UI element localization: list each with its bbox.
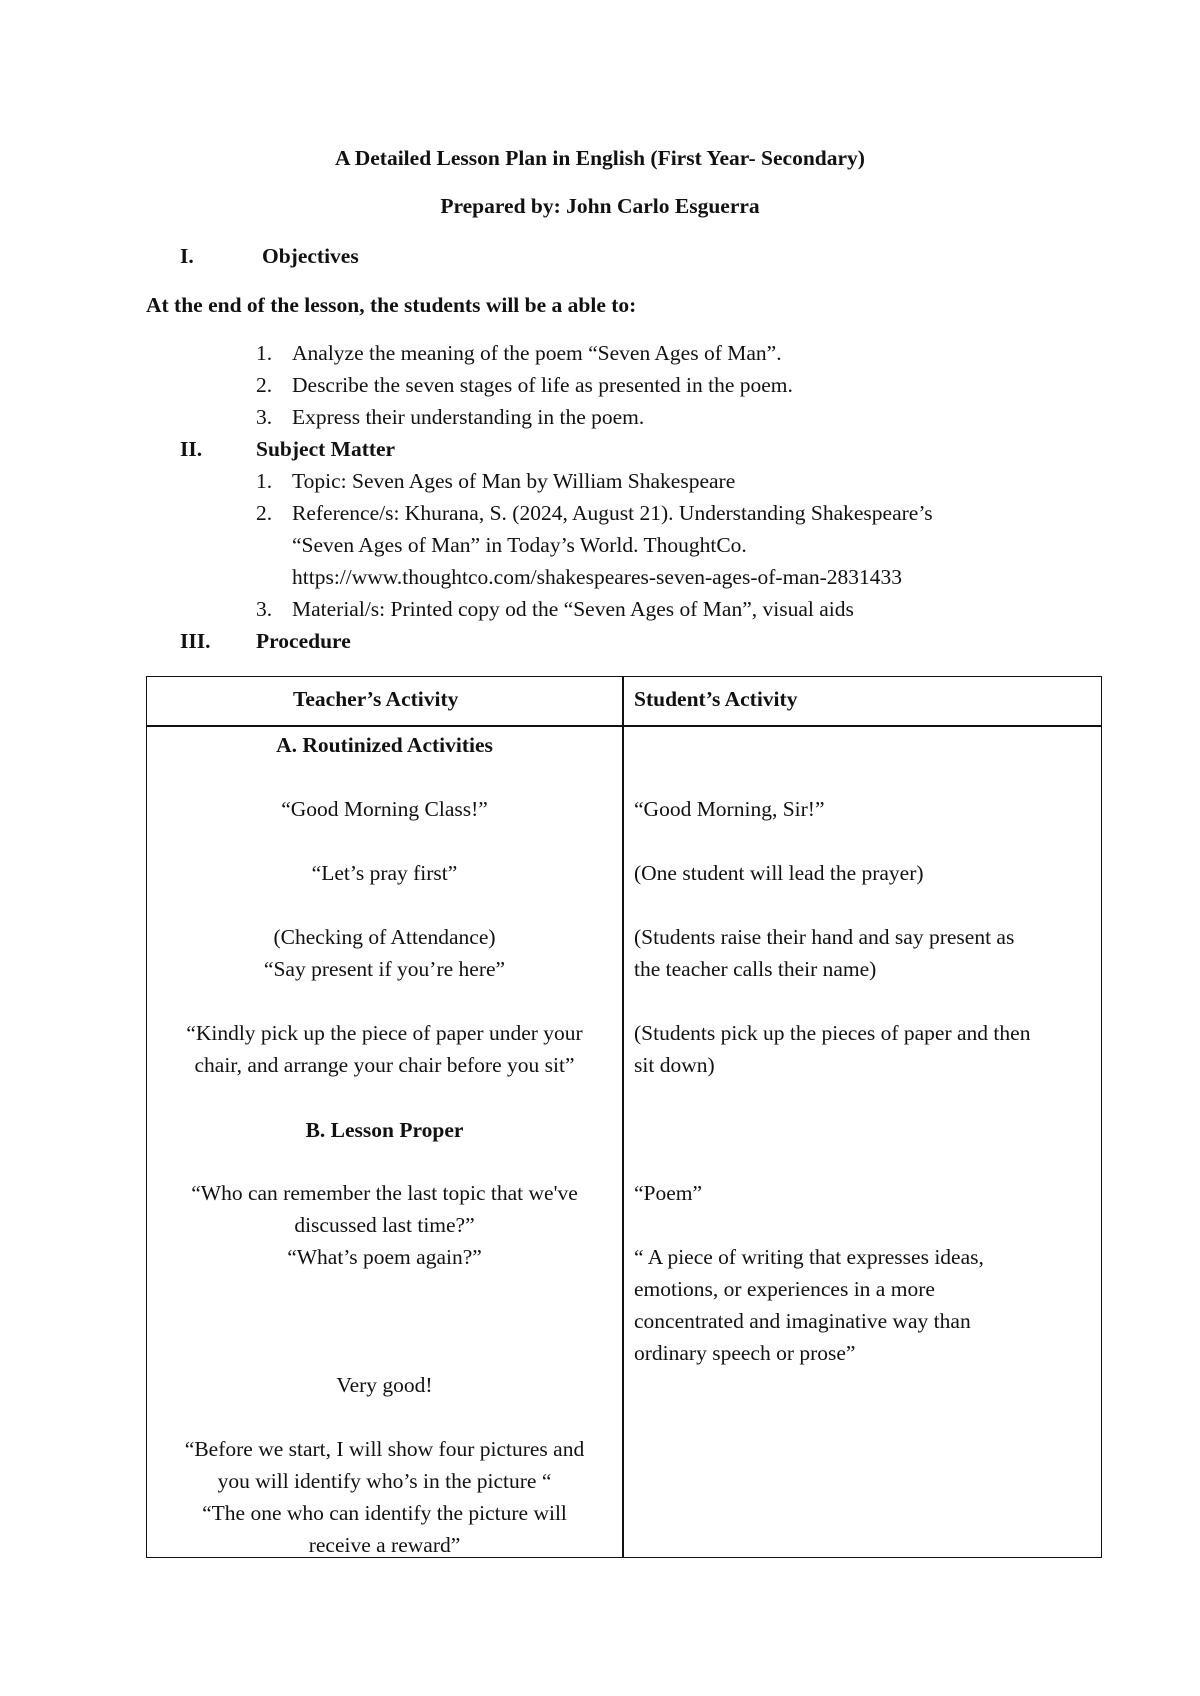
procedure-table [146,676,1102,1558]
student-line: (One student will lead the prayer) [634,861,924,885]
prepared-by: Prepared by: John Carlo Esguerra [440,194,760,218]
header-divider [147,725,1101,727]
column-divider [622,677,624,1557]
teacher-line: you will identify who’s in the picture “ [217,1469,552,1493]
student-line: ordinary speech or prose” [634,1341,856,1365]
list-number: 1. [256,341,273,365]
teacher-line: “Good Morning Class!” [281,797,488,821]
student-line: the teacher calls their name) [634,957,877,981]
student-line: sit down) [634,1053,715,1077]
objectives-intro: At the end of the lesson, the students will be a able to: [146,293,637,317]
reference-continuation: “Seven Ages of Man” in Today’s World. ThoughtCo. [292,533,747,557]
student-line: (Students pick up the pieces of paper and then [634,1021,1031,1045]
list-number: 3. [256,597,273,621]
section-numeral-subject-matter: II. [180,437,203,461]
student-line: (Students raise their hand and say present as [634,925,1015,949]
student-line: concentrated and imaginative way than [634,1309,971,1333]
section-heading-objectives: Objectives [262,244,359,268]
teacher-line: “Kindly pick up the piece of paper under your [186,1021,583,1045]
teacher-line: “What’s poem again?” [287,1245,482,1269]
list-number: 2. [256,501,273,525]
teacher-line: receive a reward” [308,1533,461,1557]
teacher-line: “Let’s pray first” [311,861,458,885]
student-line: “Good Morning, Sir!” [634,797,825,821]
list-number: 3. [256,405,273,429]
list-text: Express their understanding in the poem. [292,405,645,429]
list-text: Analyze the meaning of the poem “Seven Ages of Man”. [292,341,782,365]
list-text: Describe the seven stages of life as presented in the poem. [292,373,793,397]
section-heading-procedure: Procedure [256,629,351,653]
student-line: emotions, or experiences in a more [634,1277,935,1301]
section-heading-subject-matter: Subject Matter [256,437,396,461]
teacher-line: “Before we start, I will show four pictures and [184,1437,585,1461]
section-numeral-procedure: III. [180,629,211,653]
teacher-activity-header: Teacher’s Activity [293,687,459,711]
teacher-line: discussed last time?” [294,1213,475,1237]
reference-url: https://www.thoughtco.com/shakespeares-seven-ages-of-man-2831433 [292,565,902,589]
student-line: “ A piece of writing that expresses ideas, [634,1245,984,1269]
list-number: 1. [256,469,273,493]
document-title: A Detailed Lesson Plan in English (First Year- Secondary) [335,146,865,170]
teacher-line: “Say present if you’re here” [263,957,506,981]
subheading-lesson-proper: B. Lesson Proper [305,1118,464,1142]
section-numeral-objectives: I. [180,244,194,268]
list-text: Reference/s: Khurana, S. (2024, August 21). Understanding Shakespeare’s [292,501,933,525]
teacher-line: “Who can remember the last topic that we've [191,1181,578,1205]
student-line: “Poem” [634,1181,703,1205]
list-text: Material/s: Printed copy od the “Seven Ages of Man”, visual aids [292,597,854,621]
teacher-line: (Checking of Attendance) [273,925,496,949]
teacher-line: Very good! [336,1373,433,1397]
list-number: 2. [256,373,273,397]
subheading-routinized-activities: A. Routinized Activities [276,733,493,757]
teacher-line: “The one who can identify the picture will [202,1501,567,1525]
teacher-line: chair, and arrange your chair before you sit” [194,1053,575,1077]
list-text: Topic: Seven Ages of Man by William Shakespeare [292,469,736,493]
student-activity-header: Student’s Activity [634,687,798,711]
